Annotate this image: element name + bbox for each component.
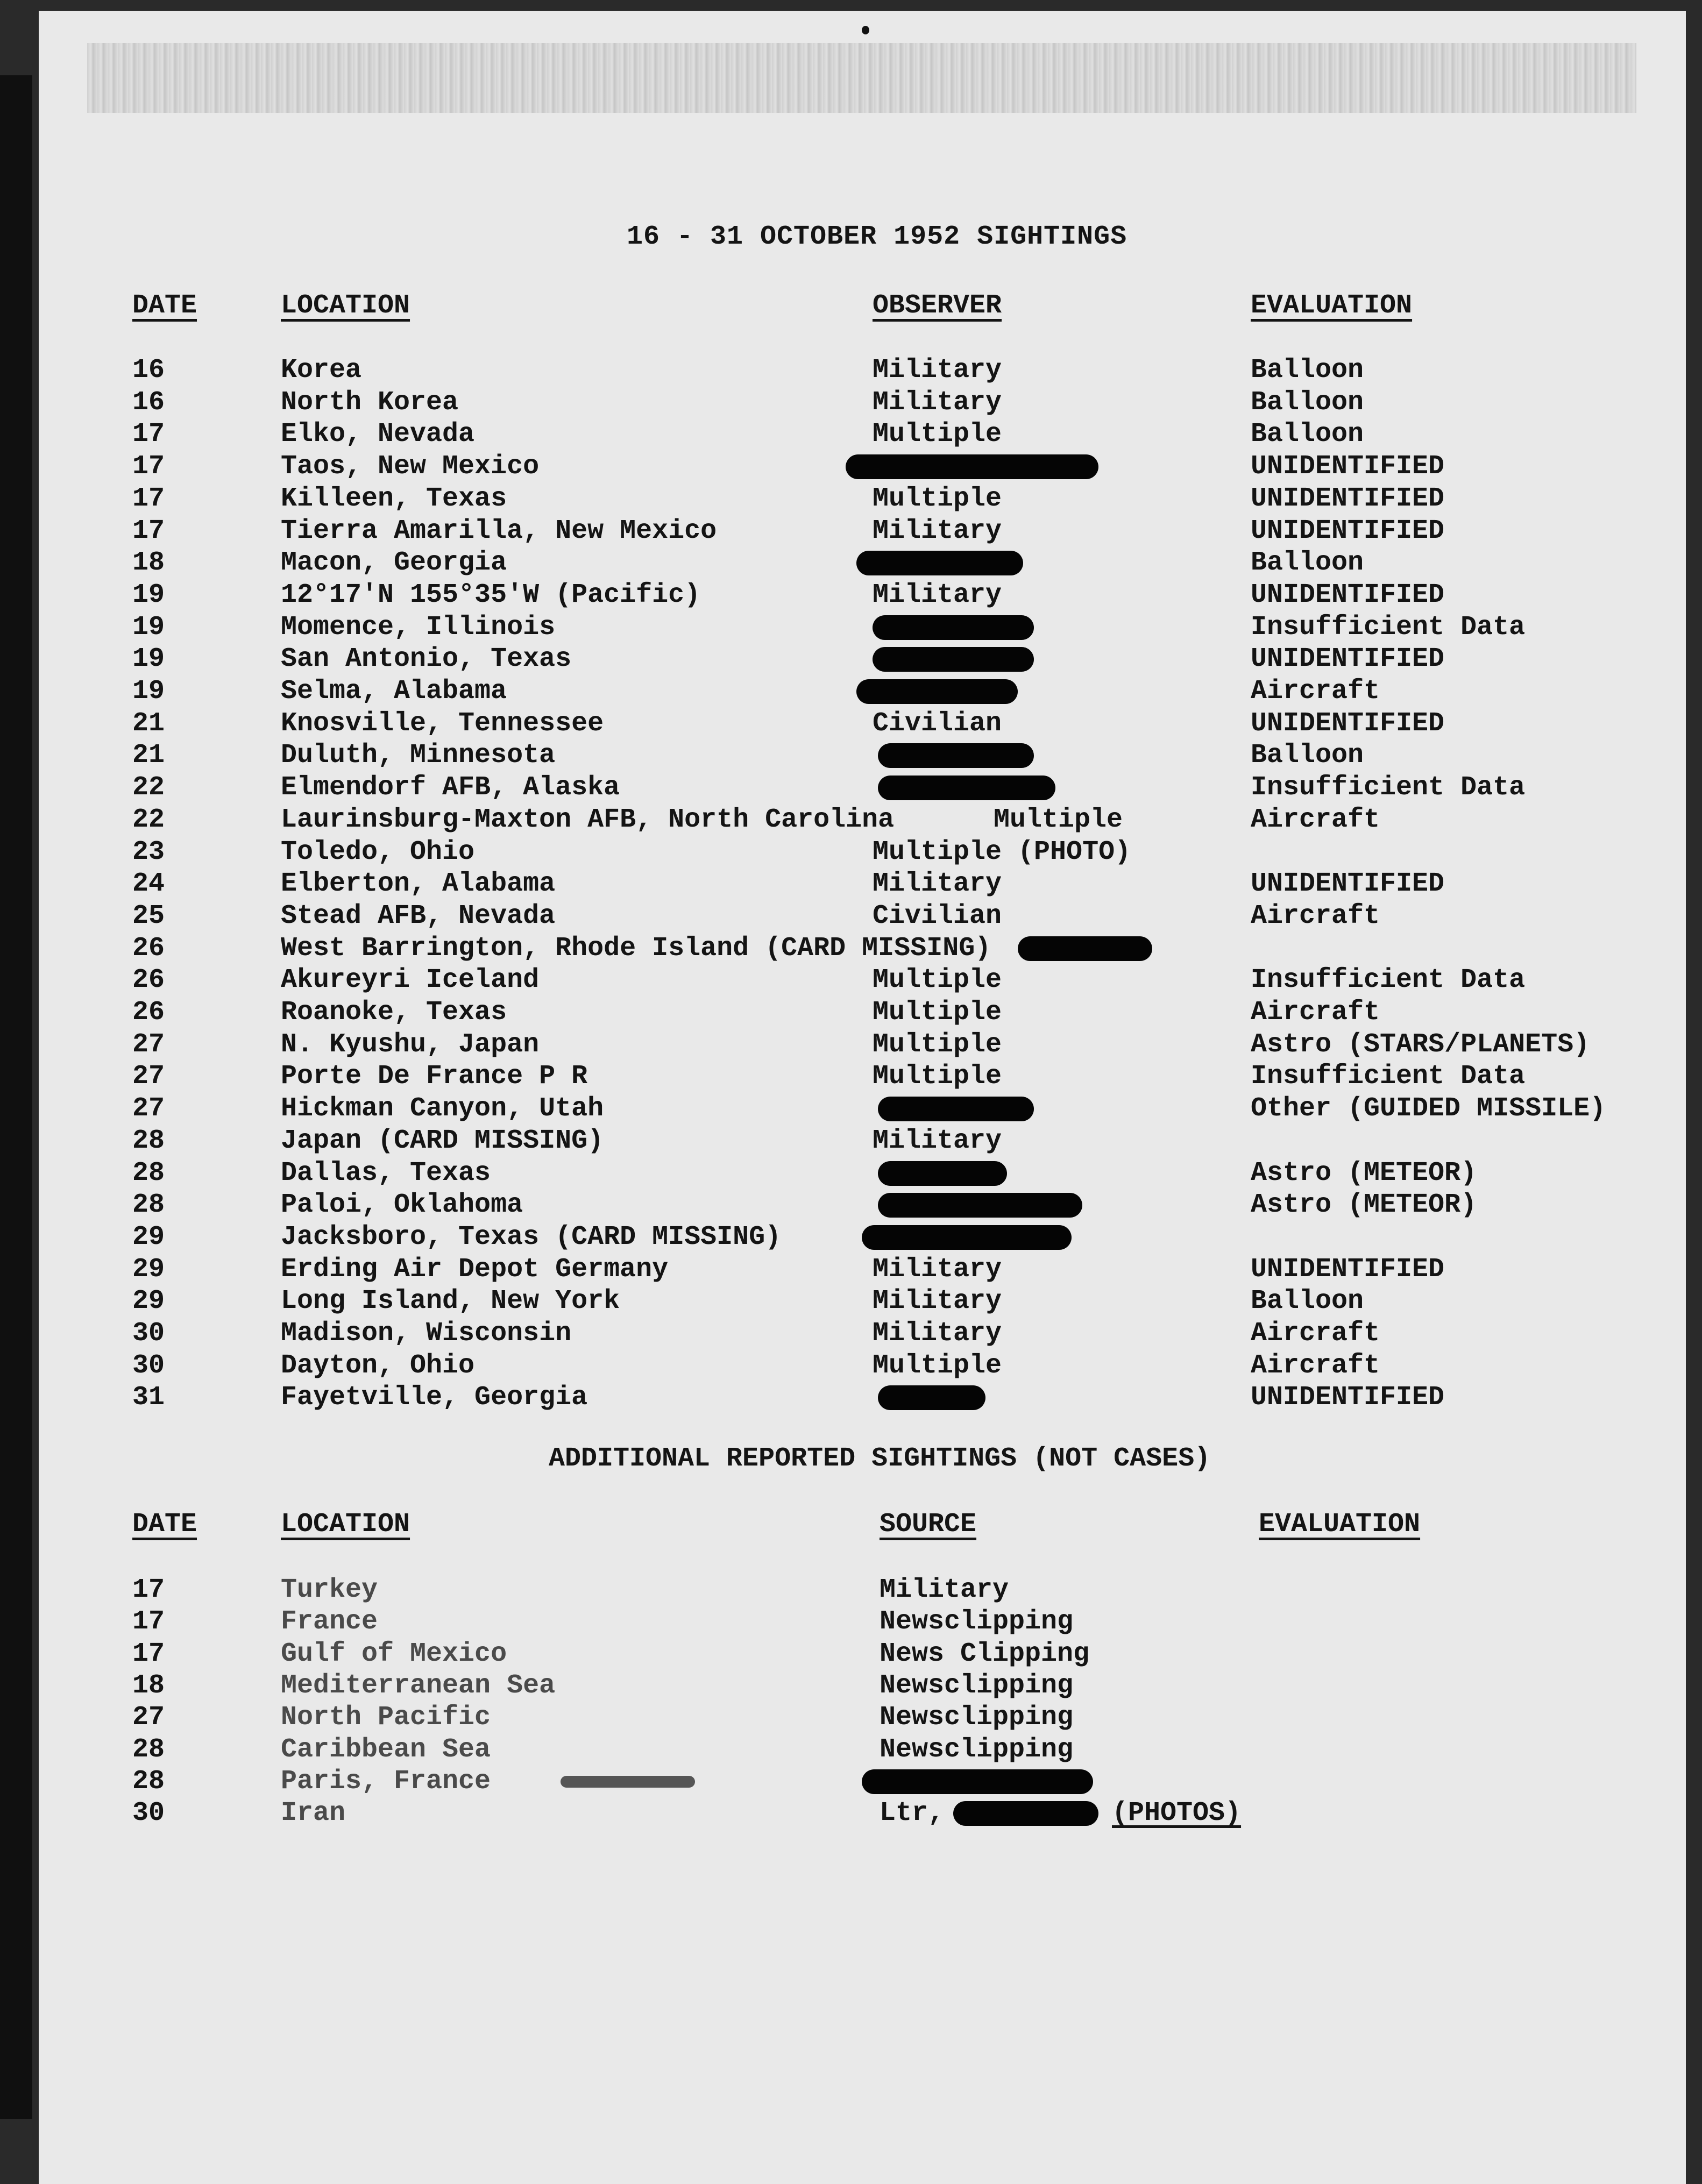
table-row (39, 708, 1686, 741)
additional-row (39, 1639, 1686, 1671)
date-cell: 17 (132, 1638, 165, 1669)
source-cell: Ltr, (880, 1798, 945, 1829)
date-cell: 23 (132, 836, 165, 867)
add-header-source: SOURCE (880, 1509, 977, 1540)
table-row (39, 547, 1686, 580)
table-row (39, 1350, 1686, 1383)
table-row (39, 1382, 1686, 1414)
date-cell: 16 (132, 387, 165, 418)
location-cell: Macon, Georgia (281, 547, 507, 579)
additional-row (39, 1734, 1686, 1767)
evaluation-cell: UNIDENTIFIED (1251, 1254, 1445, 1285)
evaluation-cell: Balloon (1251, 547, 1364, 579)
date-cell: 21 (132, 708, 165, 739)
location-cell: Elberton, Alabama (281, 869, 556, 900)
evaluation-cell: Insufficient Data (1251, 965, 1526, 996)
table-row (39, 676, 1686, 708)
table-row (39, 355, 1686, 387)
evaluation-cell: Balloon (1251, 740, 1364, 771)
location-cell: Japan (CARD MISSING) (281, 1125, 604, 1156)
location-cell: Elko, Nevada (281, 419, 475, 450)
additional-row (39, 1766, 1686, 1798)
table-row (39, 1190, 1686, 1222)
evaluation-cell: UNIDENTIFIED (1251, 708, 1445, 739)
date-cell: 21 (132, 740, 165, 771)
location-cell: North Korea (281, 387, 459, 418)
date-cell: 29 (132, 1254, 165, 1285)
observer-cell: Military (873, 579, 1002, 610)
date-cell: 16 (132, 355, 165, 386)
date-cell: 30 (132, 1318, 165, 1349)
header-observer: OBSERVER (873, 290, 1002, 321)
location-cell: Taos, New Mexico (281, 451, 540, 482)
table-row (39, 387, 1686, 419)
location-cell: Dayton, Ohio (281, 1350, 475, 1381)
source-cell: Newsclipping (880, 1670, 1074, 1701)
evaluation-cell: Aircraft (1251, 997, 1380, 1028)
source-cell: Military (880, 1575, 1009, 1605)
redaction-mark (878, 1097, 1034, 1121)
table-row (39, 1158, 1686, 1190)
redaction-mark (878, 1161, 1007, 1186)
location-cell: Hickman Canyon, Utah (281, 1093, 604, 1125)
redaction-mark (862, 1769, 1093, 1794)
location-cell: Jacksboro, Texas (CARD MISSING) (281, 1221, 782, 1253)
table-row (39, 997, 1686, 1029)
location-cell: San Antonio, Texas (281, 644, 572, 675)
table-row (39, 805, 1686, 837)
evaluation-cell: UNIDENTIFIED (1251, 515, 1445, 546)
add-header-evaluation: EVALUATION (1259, 1509, 1421, 1540)
table-row (39, 612, 1686, 644)
observer-cell: Multiple (994, 804, 1123, 835)
evaluation-cell: UNIDENTIFIED (1251, 483, 1445, 514)
date-cell: 19 (132, 644, 165, 675)
observer-cell: Civilian (873, 900, 1002, 931)
location-cell: N. Kyushu, Japan (281, 1029, 540, 1060)
date-cell: 22 (132, 804, 165, 835)
additional-row (39, 1670, 1686, 1703)
redaction-mark (878, 743, 1034, 768)
scan-left-edge (0, 75, 32, 2119)
evaluation-cell: Balloon (1251, 387, 1364, 418)
observer-cell: Military (873, 355, 1002, 386)
table-row (39, 644, 1686, 676)
evaluation-cell: Insufficient Data (1251, 1061, 1526, 1092)
date-cell: 19 (132, 579, 165, 610)
table-row (39, 901, 1686, 933)
observer-cell: Multiple (873, 1061, 1002, 1092)
table-row (39, 1318, 1686, 1350)
location-cell: Selma, Alabama (281, 676, 507, 707)
date-cell: 22 (132, 772, 165, 803)
location-cell: Dallas, Texas (281, 1157, 491, 1189)
observer-cell: Multiple (873, 965, 1002, 996)
redaction-mark (856, 551, 1023, 575)
evaluation-cell: Aircraft (1251, 804, 1380, 835)
redaction-mark (846, 454, 1098, 479)
evaluation-cell: Other (GUIDED MISSILE) (1251, 1093, 1606, 1125)
redaction-mark (862, 1225, 1072, 1250)
evaluation-cell: Astro (STARS/PLANETS) (1251, 1029, 1590, 1060)
table-row (39, 837, 1686, 869)
observer-cell: Multiple (873, 1350, 1002, 1381)
observer-cell: Multiple (873, 997, 1002, 1028)
observer-cell: Multiple (PHOTO) (873, 836, 1131, 867)
location-cell: Mediterranean Sea (281, 1670, 556, 1701)
table-row (39, 1093, 1686, 1126)
date-cell: 17 (132, 1606, 165, 1638)
location-cell: Elmendorf AFB, Alaska (281, 772, 620, 803)
date-cell: 26 (132, 933, 165, 964)
table-row (39, 1029, 1686, 1062)
evaluation-cell: Balloon (1251, 1286, 1364, 1317)
evaluation-cell: Astro (METEOR) (1251, 1190, 1477, 1221)
header-evaluation: EVALUATION (1251, 290, 1413, 321)
date-cell: 27 (132, 1029, 165, 1060)
date-cell: 30 (132, 1350, 165, 1381)
observer-cell: Military (873, 515, 1002, 546)
evaluation-cell: UNIDENTIFIED (1251, 869, 1445, 900)
evaluation-cell: Astro (METEOR) (1251, 1157, 1477, 1189)
location-cell: Iran (281, 1798, 346, 1829)
additional-title: ADDITIONAL REPORTED SIGHTINGS (NOT CASES) (549, 1443, 1211, 1474)
location-cell: Knosville, Tennessee (281, 708, 604, 739)
source-cell: Newsclipping (880, 1702, 1074, 1733)
date-cell: 17 (132, 419, 165, 450)
page-title: 16 - 31 OCTOBER 1952 SIGHTINGS (627, 222, 1127, 252)
location-cell: Paloi, Oklahoma (281, 1190, 523, 1221)
table-row (39, 419, 1686, 451)
observer-cell: Military (873, 1318, 1002, 1349)
location-cell: Momence, Illinois (281, 611, 556, 643)
add-header-location: LOCATION (281, 1509, 410, 1540)
table-row (39, 483, 1686, 516)
location-cell: Toledo, Ohio (281, 836, 475, 867)
date-cell: 30 (132, 1798, 165, 1829)
scan-noise-band (87, 43, 1636, 113)
location-cell: France (281, 1606, 378, 1638)
date-cell: 27 (132, 1061, 165, 1092)
additional-row (39, 1575, 1686, 1607)
date-cell: 17 (132, 1575, 165, 1605)
evaluation-cell: UNIDENTIFIED (1251, 451, 1445, 482)
location-cell: Akureyri Iceland (281, 965, 540, 996)
table-row (39, 1061, 1686, 1093)
evaluation-cell: Insufficient Data (1251, 772, 1526, 803)
document-page (39, 11, 1686, 2184)
source-cell: Newsclipping (880, 1734, 1074, 1765)
location-cell: Madison, Wisconsin (281, 1318, 572, 1349)
table-row (39, 1286, 1686, 1318)
evaluation-cell: Balloon (1251, 419, 1364, 450)
date-cell: 18 (132, 1670, 165, 1701)
table-row (39, 451, 1686, 483)
location-cell: Fayetville, Georgia (281, 1382, 588, 1413)
header-date: DATE (132, 290, 197, 321)
source-note: (PHOTOS) (1112, 1798, 1242, 1829)
date-cell: 29 (132, 1221, 165, 1253)
date-cell: 19 (132, 611, 165, 643)
location-cell: Porte De France P R (281, 1061, 588, 1092)
date-cell: 17 (132, 483, 165, 514)
date-cell: 18 (132, 547, 165, 579)
evaluation-cell: UNIDENTIFIED (1251, 1382, 1445, 1413)
location-cell: Laurinsburg-Maxton AFB, North Carolina (281, 804, 895, 835)
redaction-mark (873, 647, 1034, 672)
redaction-mark (1018, 936, 1152, 961)
source-cell: Newsclipping (880, 1606, 1074, 1638)
location-cell: Gulf of Mexico (281, 1638, 507, 1669)
evaluation-cell: Balloon (1251, 355, 1364, 386)
table-row (39, 772, 1686, 805)
observer-cell: Military (873, 1254, 1002, 1285)
date-cell: 28 (132, 1766, 165, 1797)
additional-row (39, 1606, 1686, 1639)
date-cell: 28 (132, 1157, 165, 1189)
date-cell: 27 (132, 1093, 165, 1125)
table-row (39, 740, 1686, 772)
location-cell: Paris, France (281, 1766, 491, 1797)
location-cell: 12°17'N 155°35'W (Pacific) (281, 579, 701, 610)
table-row (39, 1254, 1686, 1286)
observer-cell: Civilian (873, 708, 1002, 739)
table-row (39, 1222, 1686, 1254)
evaluation-cell: Aircraft (1251, 900, 1380, 931)
location-cell: Killeen, Texas (281, 483, 507, 514)
date-cell: 28 (132, 1190, 165, 1221)
location-cell: Caribbean Sea (281, 1734, 491, 1765)
observer-cell: Multiple (873, 419, 1002, 450)
date-cell: 28 (132, 1734, 165, 1765)
date-cell: 27 (132, 1702, 165, 1733)
date-cell: 26 (132, 965, 165, 996)
date-cell: 24 (132, 869, 165, 900)
evaluation-cell: Aircraft (1251, 1318, 1380, 1349)
location-cell: Erding Air Depot Germany (281, 1254, 669, 1285)
location-cell: Korea (281, 355, 362, 386)
observer-cell: Military (873, 869, 1002, 900)
date-cell: 17 (132, 451, 165, 482)
redaction-mark (873, 615, 1034, 640)
observer-cell: Military (873, 1125, 1002, 1156)
table-row (39, 869, 1686, 901)
location-cell: Stead AFB, Nevada (281, 900, 556, 931)
additional-row (39, 1798, 1686, 1830)
date-cell: 31 (132, 1382, 165, 1413)
evaluation-cell: UNIDENTIFIED (1251, 579, 1445, 610)
evaluation-cell: Insufficient Data (1251, 611, 1526, 643)
evaluation-cell: UNIDENTIFIED (1251, 644, 1445, 675)
redaction-mark (878, 1193, 1082, 1218)
table-row (39, 965, 1686, 997)
observer-cell: Military (873, 1286, 1002, 1317)
table-row (39, 933, 1686, 965)
location-cell: Roanoke, Texas (281, 997, 507, 1028)
redaction-mark (856, 679, 1018, 704)
date-cell: 28 (132, 1125, 165, 1156)
date-cell: 29 (132, 1286, 165, 1317)
date-cell: 17 (132, 515, 165, 546)
redaction-mark (953, 1801, 1098, 1826)
scribble-mark (561, 1776, 695, 1788)
source-cell: News Clipping (880, 1638, 1090, 1669)
observer-cell: Multiple (873, 483, 1002, 514)
table-row (39, 580, 1686, 612)
redaction-mark (878, 776, 1055, 800)
observer-cell: Military (873, 387, 1002, 418)
location-cell: Tierra Amarilla, New Mexico (281, 515, 717, 546)
date-cell: 19 (132, 676, 165, 707)
additional-row (39, 1702, 1686, 1734)
date-cell: 25 (132, 900, 165, 931)
header-location: LOCATION (281, 290, 410, 321)
table-row (39, 1126, 1686, 1158)
evaluation-cell: Aircraft (1251, 1350, 1380, 1381)
table-row (39, 516, 1686, 548)
punch-dot (862, 26, 869, 34)
location-cell: Duluth, Minnesota (281, 740, 556, 771)
redaction-mark (878, 1385, 985, 1410)
add-header-date: DATE (132, 1509, 197, 1540)
date-cell: 26 (132, 997, 165, 1028)
observer-cell: Multiple (873, 1029, 1002, 1060)
evaluation-cell: Aircraft (1251, 676, 1380, 707)
location-cell: Turkey (281, 1575, 378, 1605)
location-cell: Long Island, New York (281, 1286, 620, 1317)
location-cell: West Barrington, Rhode Island (CARD MISSING) (281, 933, 991, 964)
location-cell: North Pacific (281, 1702, 491, 1733)
